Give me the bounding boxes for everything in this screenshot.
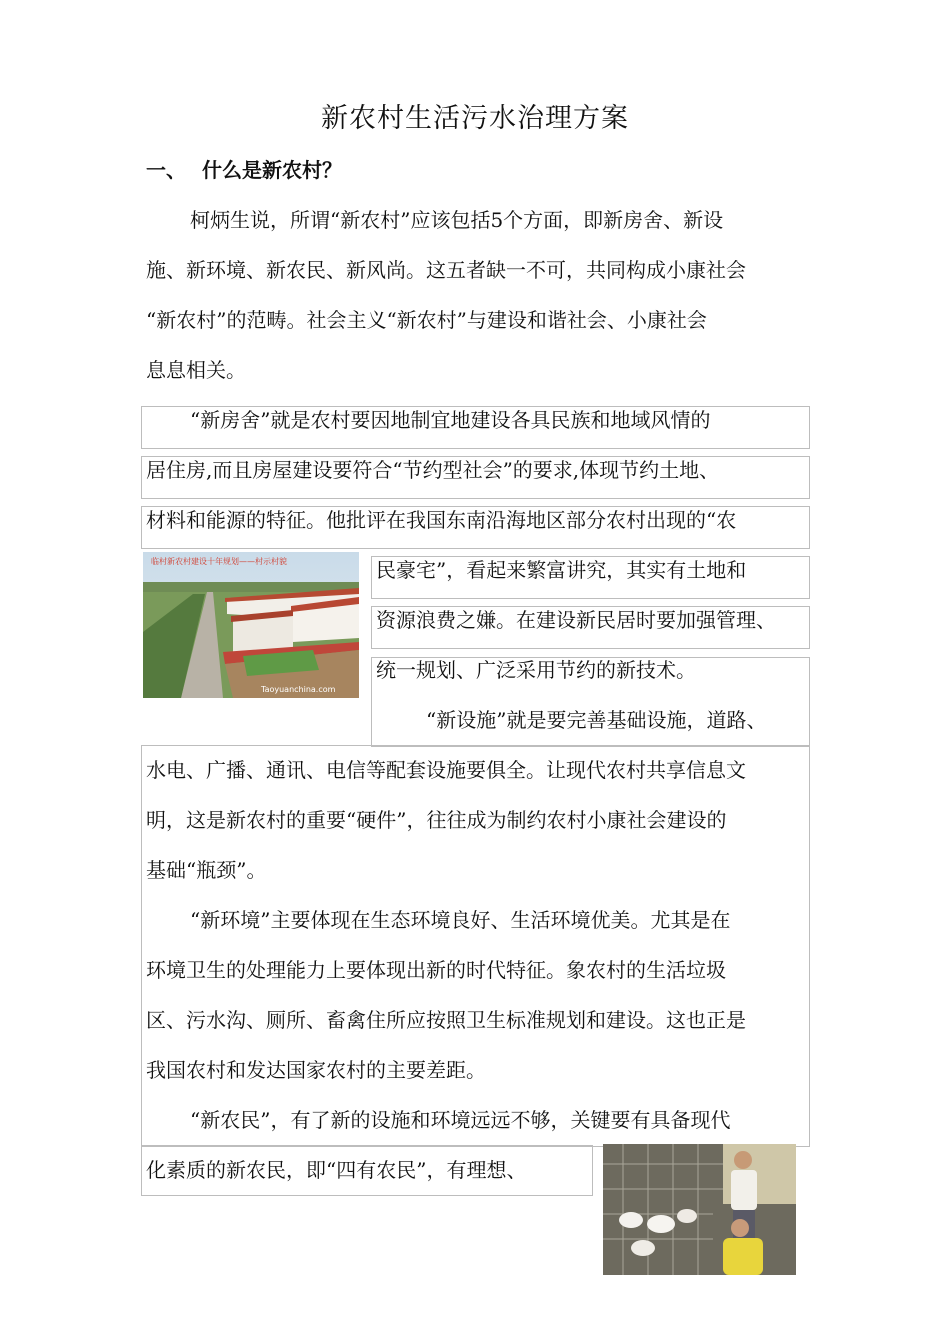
photo-watermark: Taoyuanchina.com (261, 685, 336, 694)
paragraph-line: 明，这是新农村的重要“硬件”，往往成为制约农村小康社会建设的 (146, 808, 727, 832)
section-number: 一、 (146, 158, 186, 182)
paragraph-line: 材料和能源的特征。他批评在我国东南沿海地区部分农村出现的“农 (146, 508, 737, 532)
paragraph-line: 环境卫生的处理能力上要体现出新的时代特征。象农村的生活垃圾 (146, 958, 726, 982)
paragraph-line: 息息相关。 (146, 358, 246, 382)
paragraph-line: 统一规划、广泛采用节约的新技术。 (376, 658, 696, 682)
paragraph-line: 区、污水沟、厕所、畜禽住所应按照卫生标准规划和建设。这也正是 (146, 1008, 746, 1032)
paragraph-line: “新房舍”就是农村要因地制宜地建设各具民族和地域风情的 (190, 408, 711, 432)
paragraph-line: 居住房,而且房屋建设要符合“节约型社会”的要求,体现节约土地、 (146, 458, 720, 482)
paragraph-line: 水电、广播、通讯、电信等配套设施要俱全。让现代农村共享信息文 (146, 758, 746, 782)
section-heading (146, 154, 342, 183)
paragraph-line: “新农村”的范畴。社会主义“新农村”与建设和谐社会、小康社会 (146, 308, 707, 332)
paragraph-line: “新设施”就是要完善基础设施，道路、 (426, 708, 767, 732)
section-heading-text: 什么是新农村？ (202, 158, 342, 182)
photo-caption: 临村新农村建设十年规划——村示村貌 (151, 557, 287, 566)
paragraph-line: 资源浪费之嫌。在建设新民居时要加强管理、 (376, 608, 776, 632)
paragraph-line: “新环境”主要体现在生态环境良好、生活环境优美。尤其是在 (190, 908, 731, 932)
village-photo (143, 552, 359, 698)
paragraph-line: 柯炳生说，所谓“新农村”应该包括5个方面，即新房舍、新设 (190, 208, 724, 232)
paragraph-line: 民豪宅”，看起来繁富讲究，其实有土地和 (376, 558, 747, 582)
paragraph-line: 化素质的新农民，即“四有农民”，有理想、 (146, 1158, 527, 1182)
document-title: 新农村生活污水治理方案 (321, 103, 629, 134)
paragraph-line: 施、新环境、新农民、新风尚。这五者缺一不可，共同构成小康社会 (146, 258, 746, 282)
paragraph-line: “新农民”，有了新的设施和环境远远不够，关键要有具备现代 (190, 1108, 731, 1132)
paragraph-line: 基础“瓶颈”。 (146, 858, 267, 882)
rabbit-farming-photo (603, 1144, 796, 1275)
paragraph-line: 我国农村和发达国家农村的主要差距。 (146, 1058, 486, 1082)
